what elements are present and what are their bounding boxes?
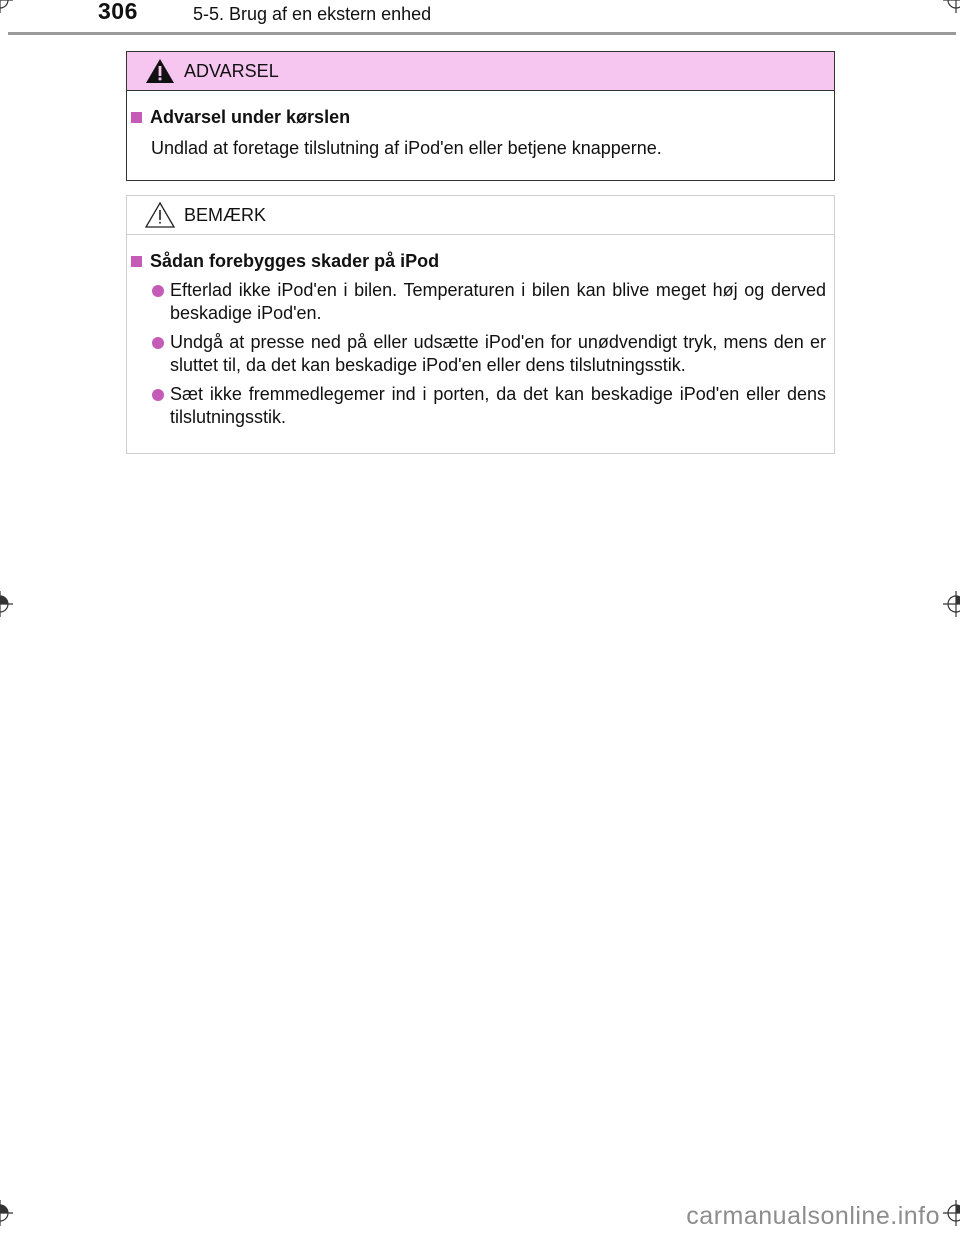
registration-mark-icon [943, 1200, 960, 1226]
header-rule [8, 32, 956, 35]
registration-mark-icon [0, 591, 13, 617]
warning-box-header [127, 52, 834, 91]
warning-label: ADVARSEL [184, 61, 279, 81]
square-bullet-icon [131, 112, 142, 123]
warning-box [126, 51, 835, 181]
round-bullet-icon [152, 389, 164, 401]
registration-mark-icon [943, 0, 960, 13]
registration-mark-icon [0, 0, 13, 13]
watermark: carmanualsonline.info [686, 1202, 940, 1230]
section-title: 5-5. Brug af en ekstern enhed [193, 4, 432, 24]
notice-box [126, 195, 835, 454]
warning-heading [131, 107, 826, 128]
notice-heading [131, 251, 826, 272]
list-item [131, 331, 826, 377]
notice-box-header [127, 196, 834, 235]
registration-mark-icon [0, 1200, 13, 1226]
page-number: 306 [98, 0, 138, 24]
list-item [131, 279, 826, 325]
warning-heading-text: Advarsel under kørslen [150, 107, 351, 127]
round-bullet-icon [152, 285, 164, 297]
notice-heading-text: Sådan forebygges skader på iPod [150, 251, 440, 271]
list-item [131, 383, 826, 429]
list-item-text: Efterlad ikke iPod'en i bilen. Temperaturen i bilen kan blive meget høj og derved beskadige iPod'en. [170, 280, 826, 323]
warning-text: Undlad at foretage tilslutning af iPod'en eller betjene knapperne. [151, 138, 662, 158]
registration-mark-icon [943, 591, 960, 617]
round-bullet-icon [152, 337, 164, 349]
list-item-text: Sæt ikke fremmedlegemer ind i porten, da det kan beskadige iPod'en eller dens tilslutningsstik. [170, 384, 826, 427]
list-item-text: Undgå at presse ned på eller udsætte iPod'en for unødvendigt tryk, mens den er sluttet til, da det kan beskadige iPod'en eller dens tilslutningsstik. [170, 332, 826, 375]
caution-triangle-outline-icon [145, 201, 175, 229]
warning-triangle-icon [145, 57, 175, 85]
notice-label: BEMÆRK [184, 205, 267, 225]
square-bullet-icon [131, 256, 142, 267]
